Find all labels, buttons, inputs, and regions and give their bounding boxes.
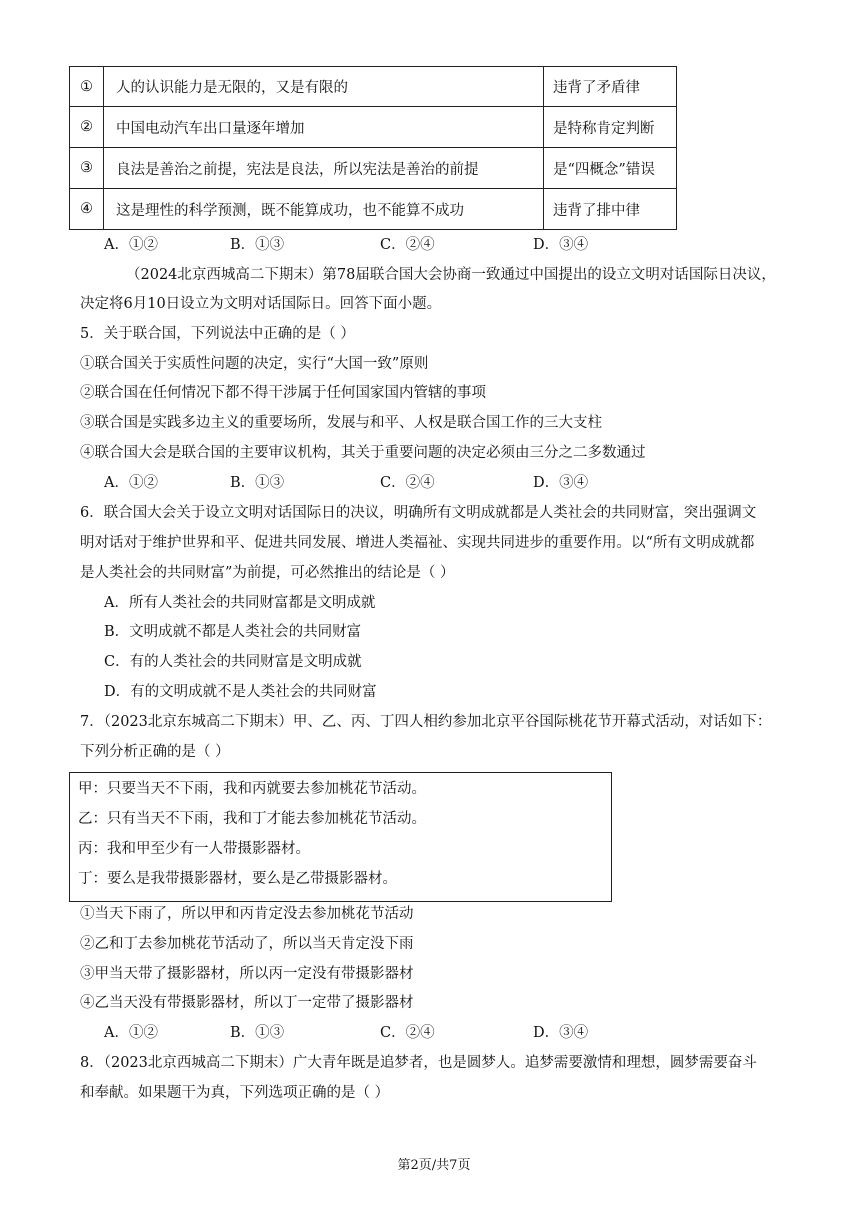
row-statement: 良法是善治之前提，宪法是良法，所以宪法是善治的前提 (104, 148, 544, 189)
q7-stem-line: 7．（2023北京东城高二下期末）甲、乙、丙、丁四人相约参加北京平谷国际桃花节开幕式活动，对话如下： (80, 714, 772, 730)
q5-statement: ①联合国关于实质性问题的决定，实行“大国一致”原则 (80, 356, 429, 372)
option-a[interactable]: A．①② (104, 1025, 158, 1041)
q6-stem-line: 6．联合国大会关于设立文明对话国际日的决议，明确所有文明成就都是人类社会的共同财富，突出强调文 (80, 505, 757, 521)
option-c[interactable]: C．有的人类社会的共同财富是文明成就 (104, 654, 362, 670)
table-row (70, 107, 677, 148)
row-statement: 中国电动汽车出口量逐年增加 (104, 107, 544, 148)
option-a[interactable]: A．①② (104, 237, 158, 253)
page-footer: 第2页/共7页 (397, 1158, 471, 1173)
q7-statement: ②乙和丁去参加桃花节活动了，所以当天肯定没下雨 (80, 936, 414, 952)
q5-stem: 5．关于联合国，下列说法中正确的是（ ） (80, 326, 355, 342)
q7-statement: ④乙当天没有带摄影器材，所以丁一定带了摄影器材 (80, 995, 414, 1011)
table-row (70, 189, 677, 230)
option-d[interactable]: D．③④ (533, 1025, 589, 1041)
row-evaluation: 违背了矛盾律 (544, 67, 677, 107)
option-b[interactable]: B．①③ (230, 1025, 285, 1041)
q5-statement: ③联合国是实践多边主义的重要场所，发展与和平、人权是联合国工作的三大支柱 (80, 415, 602, 431)
option-b[interactable]: B．文明成就不都是人类社会的共同财富 (104, 624, 362, 640)
judgement-table (69, 66, 677, 230)
row-evaluation: 违背了排中律 (544, 189, 677, 230)
intro-line-1: （2024北京西城高二下期末）第78届联合国大会协商一致通过中国提出的设立文明对话国际日决议， (126, 267, 776, 283)
q7-options (104, 1023, 664, 1043)
q5-statement: ②联合国在任何情况下都不得干涉属于任何国家国内管辖的事项 (80, 385, 486, 401)
q6-stem-line: 明对话对于维护世界和平、促进共同发展、增进人类福祉、实现共同进步的重要作用。以“所有文明成就都 (80, 535, 755, 551)
intro-line-2: 决定将6月10日设立为文明对话国际日。回答下面小题。 (80, 296, 442, 312)
table-row (70, 67, 677, 107)
q6-stem-line: 是人类社会的共同财富”为前提，可必然推出的结论是（ ） (80, 565, 455, 581)
row-evaluation: 是特称肯定判断 (544, 107, 677, 148)
row-number: ① (70, 67, 104, 107)
table-row (70, 148, 677, 189)
q5-options (104, 473, 664, 493)
row-number: ③ (70, 148, 104, 189)
dialog-line: 乙：只有当天不下雨，我和丁才能去参加桃花节活动。 (78, 811, 426, 827)
option-c[interactable]: C．②④ (380, 237, 435, 253)
dialog-line: 丙：我和甲至少有一人带摄影器材。 (78, 841, 310, 857)
dialog-line: 甲：只要当天不下雨，我和丙就要去参加桃花节活动。 (78, 781, 426, 797)
row-number: ④ (70, 189, 104, 230)
dialog-box (69, 772, 612, 902)
q7-stem-line: 下列分析正确的是（ ） (80, 744, 230, 760)
option-c[interactable]: C．②④ (380, 475, 435, 491)
q7-statement: ①当天下雨了，所以甲和丙肯定没去参加桃花节活动 (80, 906, 414, 922)
q5-statement: ④联合国大会是联合国的主要审议机构，其关于重要问题的决定必须由三分之二多数通过 (80, 445, 646, 461)
option-a[interactable]: A．①② (104, 475, 158, 491)
option-a[interactable]: A．所有人类社会的共同财富都是文明成就 (104, 595, 376, 611)
q7-statement: ③甲当天带了摄影器材，所以丙一定没有带摄影器材 (80, 966, 414, 982)
row-statement: 人的认识能力是无限的，又是有限的 (104, 67, 544, 107)
option-d[interactable]: D．有的文明成就不是人类社会的共同财富 (104, 684, 377, 700)
row-evaluation: 是“四概念”错误 (544, 148, 677, 189)
q8-stem-line: 和奉献。如果题干为真，下列选项正确的是（ ） (80, 1085, 390, 1101)
q8-stem-line: 8．（2023北京西城高二下期末）广大青年既是追梦者，也是圆梦人。追梦需要激情和理想，圆梦需要奋斗 (80, 1055, 757, 1071)
q4-options (104, 235, 664, 255)
row-statement: 这是理性的科学预测，既不能算成功，也不能算不成功 (104, 189, 544, 230)
dialog-line: 丁：要么是我带摄影器材，要么是乙带摄影器材。 (78, 871, 397, 887)
option-b[interactable]: B．①③ (230, 237, 285, 253)
option-c[interactable]: C．②④ (380, 1025, 435, 1041)
option-b[interactable]: B．①③ (230, 475, 285, 491)
option-d[interactable]: D．③④ (533, 475, 589, 491)
row-number: ② (70, 107, 104, 148)
option-d[interactable]: D．③④ (533, 237, 589, 253)
